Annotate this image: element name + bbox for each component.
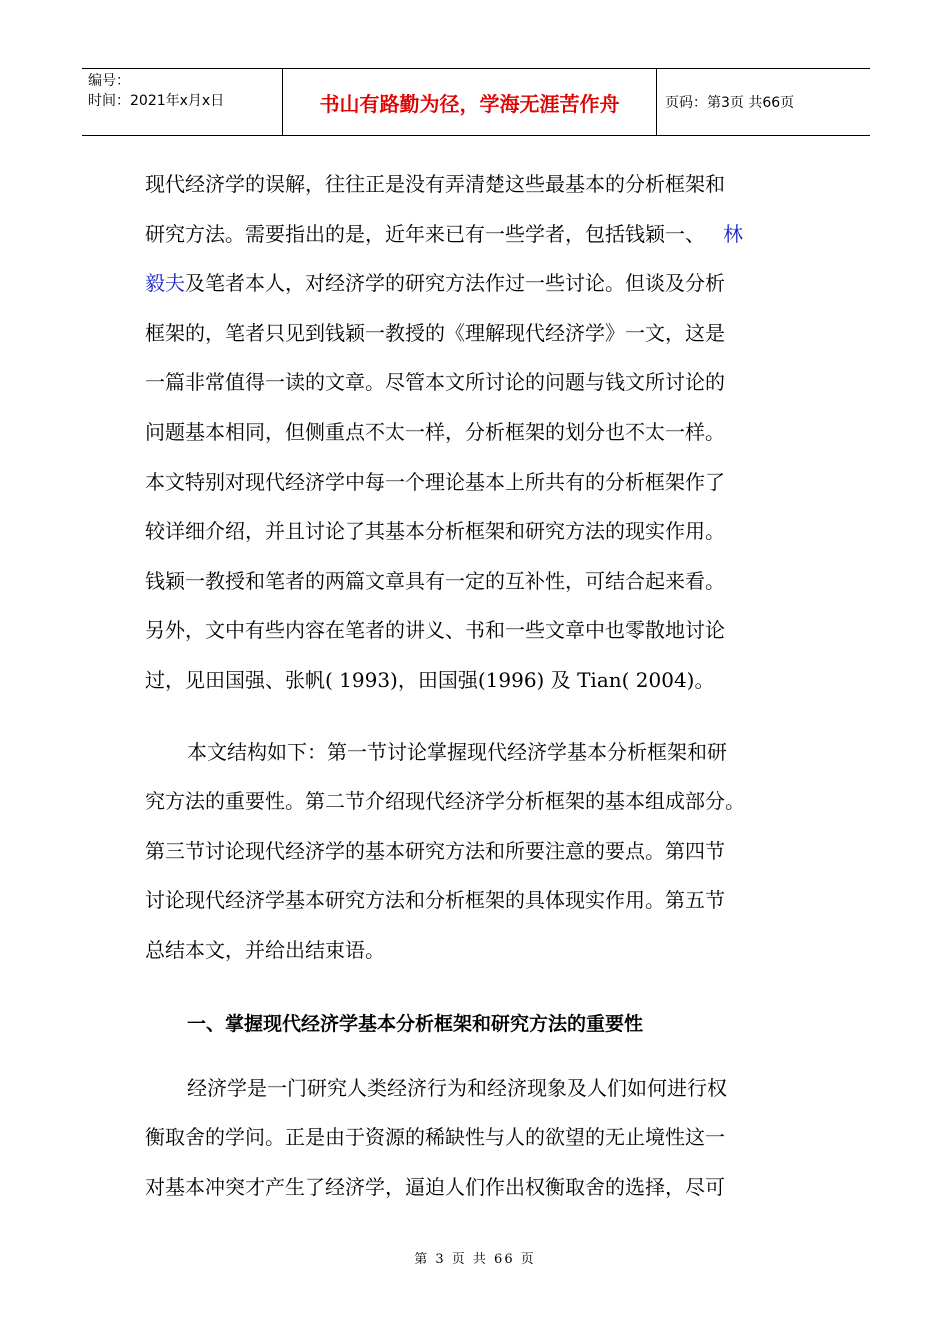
document-body: [145, 160, 810, 1212]
header-meta: [82, 69, 282, 135]
paragraph-line: 对基本冲突才产生了经济学，逼迫人们作出权衡取舍的选择，尽可: [145, 1174, 725, 1199]
header-page-info: 页码：第3页 共66页: [665, 95, 795, 111]
paragraph-line: [145, 259, 810, 309]
page-footer: 第 3 页 共 66 页: [414, 1252, 536, 1267]
paragraph-2: [145, 728, 810, 976]
paragraph-line: 本文特别对现代经济学中每一个理论基本上所共有的分析框架作了: [145, 469, 725, 494]
paragraph-1: [145, 160, 810, 706]
time-label: 时间：2021年x月x日: [88, 93, 225, 109]
paragraph-line: 讨论现代经济学基本研究方法和分析框架的具体现实作用。第五节: [145, 888, 725, 913]
line-text: 研究方法。需要指出的是，近年来已有一些学者，包括钱颖一、: [145, 221, 705, 246]
paragraph-line: 过，见田国强、张帆( 1993)，田国强(1996) 及 Tian( 2004)。: [145, 667, 715, 692]
paragraph-line: 本文结构如下：第一节讨论掌握现代经济学基本分析框架和研: [187, 739, 727, 764]
paragraph-line: 究方法的重要性。第二节介绍现代经济学分析框架的基本组成部分。: [145, 789, 745, 814]
number-label: 编号：: [88, 73, 130, 89]
paragraph-line: 问题基本相同，但侧重点不太一样，分析框架的划分也不太一样。: [145, 419, 725, 444]
paragraph-line: 另外，文中有些内容在笔者的讲义、书和一些文章中也零散地讨论: [145, 618, 725, 643]
section-heading: 一、掌握现代经济学基本分析框架和研究方法的重要性: [187, 1012, 644, 1035]
line-text: 及笔者本人，对经济学的研究方法作过一些讨论。但谈及分析: [185, 271, 725, 296]
paragraph-line: 经济学是一门研究人类经济行为和经济现象及人们如何进行权: [187, 1075, 727, 1100]
paragraph-line: 第三节讨论现代经济学的基本研究方法和所要注意的要点。第四节: [145, 838, 725, 863]
author-link-part1[interactable]: 林: [723, 221, 743, 246]
paragraph-line: 总结本文，并给出结束语。: [145, 937, 385, 962]
header-motto: 书山有路勤为径，学海无涯苦作舟: [282, 69, 657, 135]
author-link-part2[interactable]: 毅夫: [145, 271, 185, 296]
paragraph-line: 衡取舍的学问。正是由于资源的稀缺性与人的欲望的无止境性这一: [145, 1125, 725, 1150]
paragraph-line: [145, 210, 810, 260]
paragraph-3: [145, 1064, 810, 1213]
paragraph-line: 一篇非常值得一读的文章。尽管本文所讨论的问题与钱文所讨论的: [145, 370, 725, 395]
paragraph-line: 较详细介绍，并且讨论了其基本分析框架和研究方法的现实作用。: [145, 519, 725, 544]
paragraph-line: 现代经济学的误解，往往正是没有弄清楚这些最基本的分析框架和: [145, 172, 725, 196]
header-table: [82, 68, 870, 136]
paragraph-line: 钱颖一教授和笔者的两篇文章具有一定的互补性，可结合起来看。: [145, 568, 725, 593]
paragraph-line: 框架的，笔者只见到钱颖一教授的《理解现代经济学》一文，这是: [145, 320, 725, 345]
